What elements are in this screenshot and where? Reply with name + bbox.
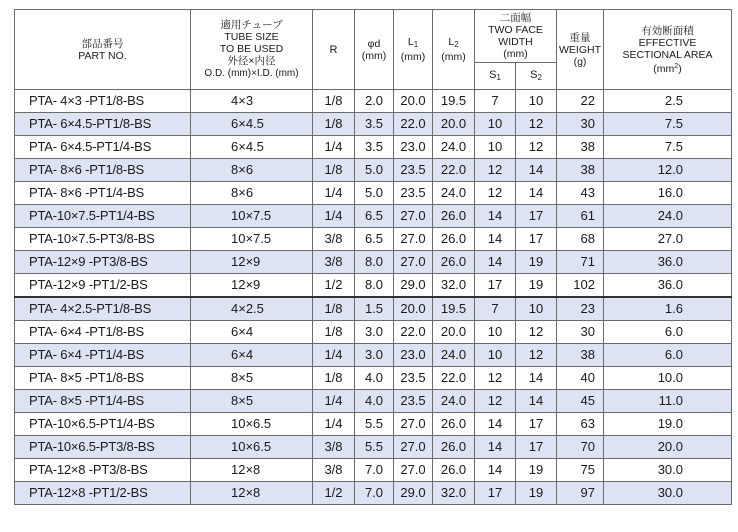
header-s1-label: S [489, 68, 497, 81]
l2-cell: 26.0 [433, 228, 475, 251]
thread-r-cell: 1/4 [313, 344, 355, 367]
diameter-cell: 6.5 [355, 228, 394, 251]
tube-size-cell: 8×6 [191, 159, 313, 182]
thread-r-cell: 1/8 [313, 90, 355, 113]
weight-cell: 38 [557, 159, 604, 182]
l2-cell: 22.0 [433, 159, 475, 182]
s1-cell: 17 [475, 274, 516, 298]
tube-size-cell: 6×4 [191, 321, 313, 344]
s2-cell: 12 [516, 113, 557, 136]
area-cell: 2.5 [604, 90, 732, 113]
tube-size-cell: 10×7.5 [191, 228, 313, 251]
tube-size-cell: 8×6 [191, 182, 313, 205]
diameter-cell: 3.5 [355, 136, 394, 159]
area-cell: 36.0 [604, 274, 732, 298]
s2-cell: 19 [516, 459, 557, 482]
table-row [15, 90, 732, 113]
tube-size-cell: 4×2.5 [191, 297, 313, 321]
header-s2-sub: 2 [537, 72, 542, 82]
header-effective-area [604, 10, 732, 90]
s2-cell: 14 [516, 159, 557, 182]
thread-r-cell: 1/4 [313, 205, 355, 228]
diameter-cell: 7.0 [355, 459, 394, 482]
tube-size-cell: 10×7.5 [191, 205, 313, 228]
area-cell: 16.0 [604, 182, 732, 205]
header-l1-sub: 1 [413, 40, 419, 49]
header-area-jp: 有効断面積 [641, 24, 694, 37]
part-number-cell: PTA- 8×5 -PT1/4-BS [15, 390, 191, 413]
header-s2 [516, 63, 557, 90]
diameter-cell: 1.5 [355, 297, 394, 321]
weight-cell: 30 [557, 321, 604, 344]
s1-cell: 7 [475, 90, 516, 113]
l1-cell: 27.0 [394, 413, 433, 436]
table-row [15, 274, 732, 298]
diameter-cell: 3.0 [355, 321, 394, 344]
tube-size-cell: 12×8 [191, 482, 313, 505]
part-number-cell: PTA-10×7.5-PT3/8-BS [15, 228, 191, 251]
l1-cell: 23.5 [394, 390, 433, 413]
thread-r-cell: 1/8 [313, 113, 355, 136]
l1-cell: 23.5 [394, 182, 433, 205]
part-number-cell: PTA- 4×3 -PT1/8-BS [15, 90, 191, 113]
header-weight-jp: 重量 [569, 31, 591, 44]
l2-cell: 19.5 [433, 297, 475, 321]
area-cell: 19.0 [604, 413, 732, 436]
s1-cell: 12 [475, 390, 516, 413]
tube-size-cell: 10×6.5 [191, 436, 313, 459]
weight-cell: 68 [557, 228, 604, 251]
part-number-cell: PTA- 6×4.5-PT1/8-BS [15, 113, 191, 136]
tube-size-cell: 8×5 [191, 367, 313, 390]
weight-cell: 23 [557, 297, 604, 321]
l1-cell: 20.0 [394, 297, 433, 321]
tube-size-cell: 6×4.5 [191, 113, 313, 136]
weight-cell: 22 [557, 90, 604, 113]
diameter-cell: 7.0 [355, 482, 394, 505]
l1-cell: 27.0 [394, 228, 433, 251]
header-l2-label: L [448, 36, 455, 48]
header-tube-jp: 適用チューブ [220, 19, 283, 31]
header-d [355, 10, 394, 90]
l2-cell: 24.0 [433, 182, 475, 205]
area-cell: 12.0 [604, 159, 732, 182]
part-number-cell: PTA-10×7.5-PT1/4-BS [15, 205, 191, 228]
header-area-en2: SECTIONAL AREA [622, 48, 713, 61]
header-r [313, 10, 355, 90]
weight-cell: 70 [557, 436, 604, 459]
diameter-cell: 4.0 [355, 390, 394, 413]
l1-cell: 23.5 [394, 367, 433, 390]
part-number-cell: PTA- 8×6 -PT1/4-BS [15, 182, 191, 205]
thread-r-cell: 1/2 [313, 274, 355, 298]
header-tube-en1: TUBE SIZE [224, 31, 279, 43]
header-d-unit: (mm) [361, 49, 387, 62]
diameter-cell: 5.0 [355, 182, 394, 205]
s1-cell: 10 [475, 136, 516, 159]
weight-cell: 102 [557, 274, 604, 298]
area-cell: 24.0 [604, 205, 732, 228]
thread-r-cell: 3/8 [313, 459, 355, 482]
area-cell: 27.0 [604, 228, 732, 251]
weight-cell: 43 [557, 182, 604, 205]
tube-size-cell: 4×3 [191, 90, 313, 113]
s1-cell: 10 [475, 113, 516, 136]
part-number-cell: PTA-10×6.5-PT3/8-BS [15, 436, 191, 459]
weight-cell: 38 [557, 344, 604, 367]
tube-size-cell: 12×9 [191, 274, 313, 298]
table-row [15, 321, 732, 344]
diameter-cell: 8.0 [355, 251, 394, 274]
s2-cell: 17 [516, 205, 557, 228]
header-weight-en: WEIGHT [559, 43, 601, 56]
area-cell: 30.0 [604, 482, 732, 505]
area-cell: 30.0 [604, 459, 732, 482]
weight-cell: 63 [557, 413, 604, 436]
header-tube-en2: TO BE USED [219, 43, 284, 55]
header-part-jp: 部品番号 [81, 37, 124, 50]
part-number-cell: PTA- 8×5 -PT1/8-BS [15, 367, 191, 390]
area-cell: 20.0 [604, 436, 732, 459]
s2-cell: 19 [516, 482, 557, 505]
header-l2-sub: 2 [454, 40, 459, 49]
thread-r-cell: 1/4 [313, 136, 355, 159]
area-cell: 6.0 [604, 321, 732, 344]
l2-cell: 26.0 [433, 205, 475, 228]
part-number-cell: PTA-12×8 -PT1/2-BS [15, 482, 191, 505]
area-cell: 10.0 [604, 367, 732, 390]
part-number-cell: PTA-12×9 -PT1/2-BS [15, 274, 191, 298]
header-r-label: R [329, 43, 338, 56]
header-s2-label: S [530, 68, 538, 81]
s2-cell: 19 [516, 251, 557, 274]
l1-cell: 22.0 [394, 321, 433, 344]
l1-cell: 29.0 [394, 482, 433, 505]
thread-r-cell: 1/4 [313, 182, 355, 205]
s2-cell: 12 [516, 321, 557, 344]
header-twoface-en1: TWO FACE [488, 24, 543, 36]
l2-cell: 22.0 [433, 367, 475, 390]
table-row [15, 390, 732, 413]
s1-cell: 14 [475, 459, 516, 482]
s1-cell: 17 [475, 482, 516, 505]
part-number-cell: PTA- 6×4 -PT1/8-BS [15, 321, 191, 344]
header-area-unit-close: ) [678, 62, 682, 75]
area-cell: 7.5 [604, 113, 732, 136]
l1-cell: 23.0 [394, 344, 433, 367]
part-number-cell: PTA- 4×2.5-PT1/8-BS [15, 297, 191, 321]
table-row [15, 251, 732, 274]
diameter-cell: 6.5 [355, 205, 394, 228]
header-tube-unit: O.D. (mm)×I.D. (mm) [204, 68, 299, 79]
table-row [15, 228, 732, 251]
l1-cell: 27.0 [394, 459, 433, 482]
table-row [15, 159, 732, 182]
header-twoface-unit: (mm) [503, 48, 528, 60]
header-weight-unit: (g) [573, 55, 587, 68]
l2-cell: 24.0 [433, 390, 475, 413]
table-row [15, 459, 732, 482]
l1-cell: 22.0 [394, 113, 433, 136]
weight-cell: 40 [557, 367, 604, 390]
s2-cell: 12 [516, 344, 557, 367]
header-weight [557, 10, 604, 90]
table-row [15, 205, 732, 228]
l1-cell: 27.0 [394, 205, 433, 228]
diameter-cell: 5.5 [355, 436, 394, 459]
weight-cell: 97 [557, 482, 604, 505]
table-row [15, 297, 732, 321]
part-number-cell: PTA- 6×4 -PT1/4-BS [15, 344, 191, 367]
header-area-unit: (mm [653, 62, 675, 75]
s2-cell: 17 [516, 228, 557, 251]
header-part-no [15, 10, 191, 90]
thread-r-cell: 1/8 [313, 321, 355, 344]
header-two-face [475, 10, 557, 63]
s2-cell: 12 [516, 136, 557, 159]
thread-r-cell: 1/4 [313, 390, 355, 413]
l1-cell: 23.0 [394, 136, 433, 159]
header-l2 [433, 10, 475, 90]
table-row [15, 367, 732, 390]
diameter-cell: 8.0 [355, 274, 394, 298]
diameter-cell: 2.0 [355, 90, 394, 113]
header-area-unit-sup: 2 [674, 62, 679, 70]
s2-cell: 10 [516, 297, 557, 321]
s1-cell: 12 [475, 182, 516, 205]
header-l1 [394, 10, 433, 90]
l2-cell: 26.0 [433, 436, 475, 459]
s1-cell: 7 [475, 297, 516, 321]
table-row [15, 436, 732, 459]
area-cell: 11.0 [604, 390, 732, 413]
weight-cell: 38 [557, 136, 604, 159]
header-area-en1: EFFECTIVE [638, 36, 697, 49]
thread-r-cell: 1/4 [313, 413, 355, 436]
l1-cell: 27.0 [394, 436, 433, 459]
l2-cell: 20.0 [433, 113, 475, 136]
header-twoface-en2: WIDTH [498, 36, 533, 48]
part-number-cell: PTA-10×6.5-PT1/4-BS [15, 413, 191, 436]
part-number-cell: PTA- 8×6 -PT1/8-BS [15, 159, 191, 182]
header-tube-jp2: 外径×内径 [227, 55, 276, 67]
diameter-cell: 4.0 [355, 367, 394, 390]
s1-cell: 14 [475, 205, 516, 228]
part-number-cell: PTA-12×9 -PT3/8-BS [15, 251, 191, 274]
weight-cell: 30 [557, 113, 604, 136]
s1-cell: 14 [475, 251, 516, 274]
diameter-cell: 3.0 [355, 344, 394, 367]
s1-cell: 12 [475, 159, 516, 182]
thread-r-cell: 3/8 [313, 436, 355, 459]
s1-cell: 14 [475, 436, 516, 459]
weight-cell: 71 [557, 251, 604, 274]
l2-cell: 32.0 [433, 274, 475, 298]
l1-cell: 27.0 [394, 251, 433, 274]
header-l1-label: L [407, 36, 414, 48]
thread-r-cell: 1/8 [313, 367, 355, 390]
table-row [15, 482, 732, 505]
header-l1-unit: (mm) [400, 51, 426, 63]
area-cell: 7.5 [604, 136, 732, 159]
table-row [15, 182, 732, 205]
diameter-cell: 5.5 [355, 413, 394, 436]
s2-cell: 17 [516, 436, 557, 459]
s2-cell: 14 [516, 390, 557, 413]
l2-cell: 32.0 [433, 482, 475, 505]
tube-size-cell: 12×8 [191, 459, 313, 482]
diameter-cell: 3.5 [355, 113, 394, 136]
header-l2-unit: (mm) [441, 51, 466, 63]
header-tube-size [191, 10, 313, 90]
thread-r-cell: 1/8 [313, 159, 355, 182]
tube-size-cell: 12×9 [191, 251, 313, 274]
tube-size-cell: 8×5 [191, 390, 313, 413]
s2-cell: 17 [516, 413, 557, 436]
header-row-top [15, 10, 732, 63]
weight-cell: 61 [557, 205, 604, 228]
s1-cell: 10 [475, 321, 516, 344]
header-s1 [475, 63, 516, 90]
header-s1-sub: 1 [496, 72, 501, 82]
s1-cell: 12 [475, 367, 516, 390]
l1-cell: 20.0 [394, 90, 433, 113]
weight-cell: 75 [557, 459, 604, 482]
l2-cell: 26.0 [433, 459, 475, 482]
s1-cell: 14 [475, 413, 516, 436]
s2-cell: 19 [516, 274, 557, 298]
header-twoface-jp: 二面幅 [499, 12, 532, 24]
s1-cell: 10 [475, 344, 516, 367]
tube-size-cell: 6×4.5 [191, 136, 313, 159]
header-part-en: PART NO. [78, 49, 127, 62]
part-number-cell: PTA-12×8 -PT3/8-BS [15, 459, 191, 482]
thread-r-cell: 1/8 [313, 297, 355, 321]
diameter-cell: 5.0 [355, 159, 394, 182]
thread-r-cell: 3/8 [313, 228, 355, 251]
l1-cell: 23.5 [394, 159, 433, 182]
s2-cell: 14 [516, 367, 557, 390]
table-row [15, 113, 732, 136]
tube-size-cell: 6×4 [191, 344, 313, 367]
tube-size-cell: 10×6.5 [191, 413, 313, 436]
l2-cell: 24.0 [433, 136, 475, 159]
table-row [15, 344, 732, 367]
l2-cell: 20.0 [433, 321, 475, 344]
part-number-cell: PTA- 6×4.5-PT1/4-BS [15, 136, 191, 159]
weight-cell: 45 [557, 390, 604, 413]
s1-cell: 14 [475, 228, 516, 251]
spec-table-body [15, 90, 732, 505]
l2-cell: 26.0 [433, 251, 475, 274]
l2-cell: 24.0 [433, 344, 475, 367]
l1-cell: 29.0 [394, 274, 433, 298]
l2-cell: 26.0 [433, 413, 475, 436]
area-cell: 1.6 [604, 297, 732, 321]
header-d-label: φd [367, 37, 381, 50]
area-cell: 36.0 [604, 251, 732, 274]
l2-cell: 19.5 [433, 90, 475, 113]
s2-cell: 14 [516, 182, 557, 205]
area-cell: 6.0 [604, 344, 732, 367]
spec-table [14, 9, 732, 505]
thread-r-cell: 1/2 [313, 482, 355, 505]
s2-cell: 10 [516, 90, 557, 113]
table-row [15, 413, 732, 436]
thread-r-cell: 3/8 [313, 251, 355, 274]
table-row [15, 136, 732, 159]
